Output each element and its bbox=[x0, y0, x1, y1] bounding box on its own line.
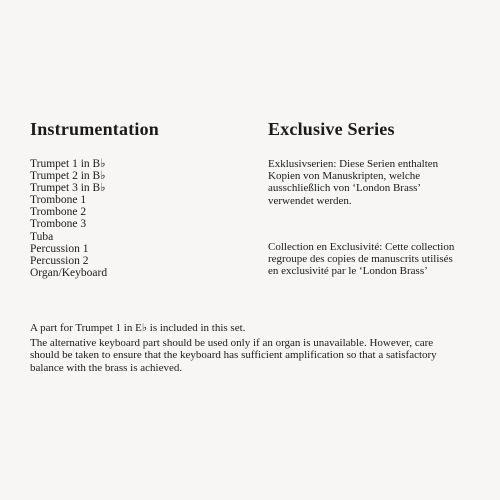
instrument-item: Trumpet 2 in B♭ bbox=[30, 170, 106, 183]
keyboard-note-line: The alternative keyboard part should be used only if an organ is unavailable. However, care bbox=[30, 337, 434, 349]
instrument-item: Organ/Keyboard bbox=[30, 266, 108, 279]
instrument-item: Trumpet 1 in B♭ bbox=[30, 158, 106, 170]
instrument-item: Trombone 3 bbox=[30, 218, 87, 231]
keyboard-note bbox=[30, 337, 437, 374]
french-description bbox=[268, 241, 493, 278]
german-line: Kopien von Manuskripten, welche bbox=[268, 170, 421, 183]
exclusive-series-heading: Exclusive Series bbox=[268, 119, 395, 139]
instrument-item: Percussion 2 bbox=[30, 254, 89, 267]
german-line: Exklusivserien: Diese Serien enthalten bbox=[268, 158, 439, 170]
keyboard-note-line: balance with the brass is achieved. bbox=[30, 361, 183, 374]
french-line: regroupe des copies de manuscrits utilisés bbox=[268, 253, 453, 266]
instrument-item: Percussion 1 bbox=[30, 242, 89, 255]
german-line: ausschließlich von ‘London Brass’ bbox=[268, 182, 422, 195]
german-description bbox=[268, 158, 493, 207]
french-line: en exclusivité par le ‘London Brass’ bbox=[268, 265, 428, 278]
instrumentation-heading: Instrumentation bbox=[30, 119, 160, 139]
keyboard-note-line: should be taken to ensure that the keyboard has sufficient amplification so that a satisfactory bbox=[30, 349, 437, 362]
instrument-item: Trombone 1 bbox=[30, 194, 87, 207]
instrument-list bbox=[30, 158, 107, 279]
trumpet-eb-note bbox=[30, 322, 245, 334]
instrument-item: Trombone 2 bbox=[30, 206, 87, 219]
trumpet-eb-note-text: A part for Trumpet 1 in E♭ is included in this set. bbox=[30, 322, 246, 334]
instrument-item: Trumpet 3 in B♭ bbox=[30, 182, 106, 195]
instrument-item: Tuba bbox=[30, 230, 54, 243]
french-line: Collection en Exclusivité: Cette collection bbox=[268, 241, 455, 253]
german-line: verwendet werden. bbox=[268, 194, 352, 207]
